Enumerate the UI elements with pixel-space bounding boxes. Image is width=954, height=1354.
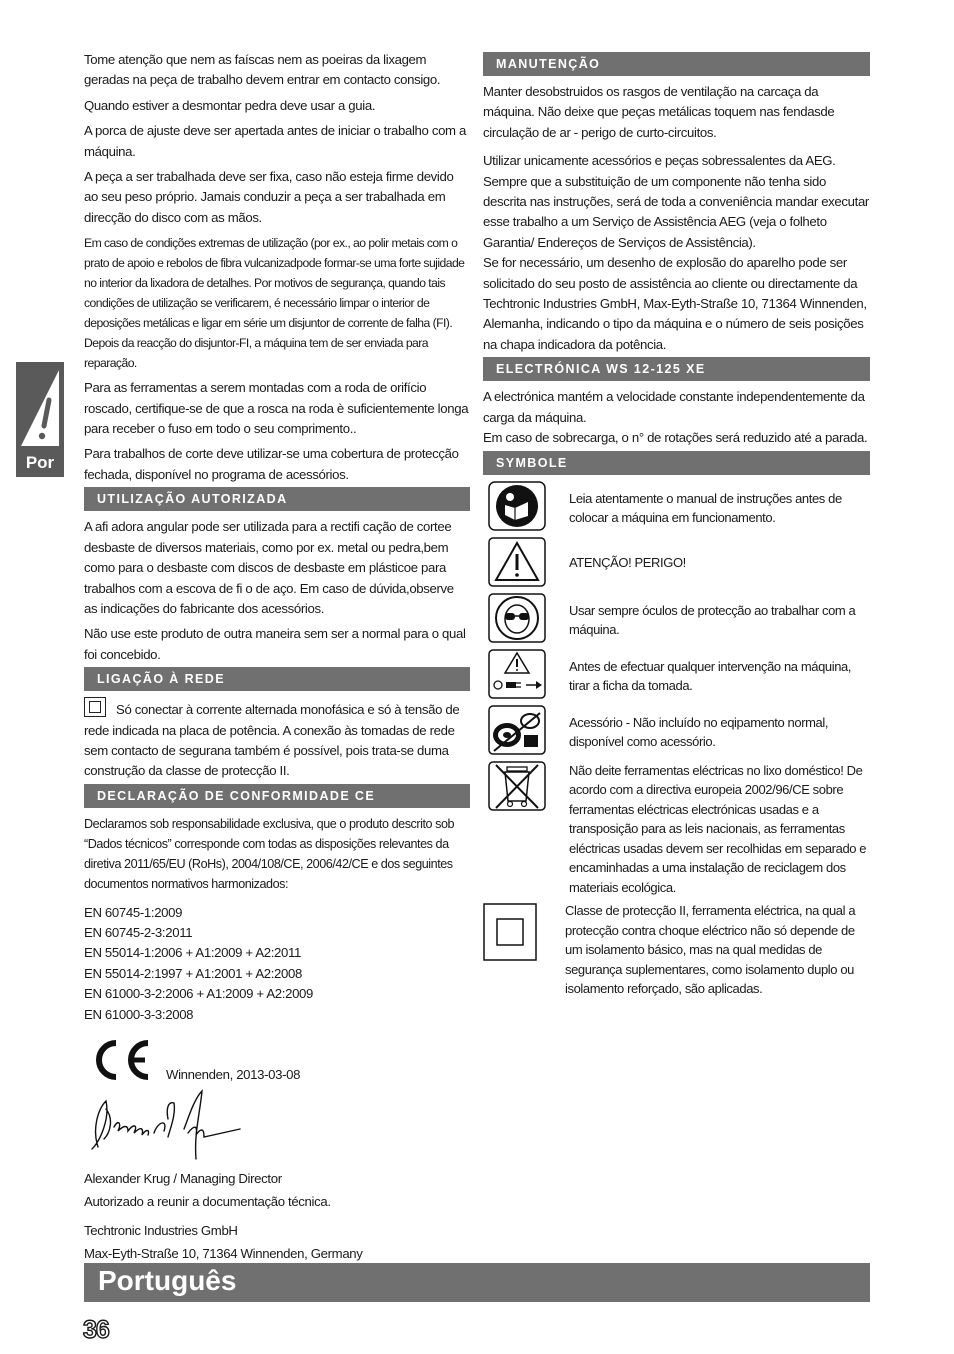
symbol-text: Usar sempre óculos de protecção ao trabalhar com a máquina.: [569, 602, 856, 637]
language-tab: [16, 362, 64, 477]
crossed-bin-icon: [488, 761, 546, 811]
safety-paragraph: Quando estiver a desmontar pedra deve usar a guia.: [84, 97, 376, 113]
warning-triangle-icon: [488, 537, 546, 587]
safety-paragraph: Para trabalhos de corte deve utilizar-se uma cobertura de protecção fechada, disponível no programa de acessórios.: [84, 446, 459, 482]
protection-class-ii-icon: [483, 903, 537, 961]
section-heading-electronics: ELECTRÓNICA WS 12-125 XE: [483, 357, 870, 381]
electronics-paragraph: A electrónica mantém a velocidade constante independentemente da carga da máquina.: [483, 389, 865, 425]
standards-list: [84, 903, 470, 1025]
safety-paragraph: Para as ferramentas a serem montadas com a roda de orifício roscado, certifique-se de que a rosca na roda è suficientemente longa para receber o fuso em todo o seu comprimento..: [84, 380, 469, 437]
authorized-use-paragraph: A afi adora angular pode ser utilizada para a rectifi cação de cortee desbaste de diversos materiais, como por ex. metal ou pedra,bem como para o desbaste com discos de desbaste em plásticoe para trabalhos com a escova de fi o de aço. Em caso de dúvida,observe as indicações do fabricante dos acessórios.: [84, 519, 454, 616]
read-manual-icon: [488, 481, 546, 531]
safety-paragraph: Em caso de condições extremas de utilização (por ex., ao polir metais com o prato de apoio e rebolos de fibra vulcanizadpode formar-se uma forte sujidade no interior da lixadora de detalhes. Por motivos de segurança, quando tais condições de utilização se verificarem, é necessário limpar o interior de deposições metálicas e ligar em série um disjuntor de corrente de falha (FI). Depois da reacção do disjuntor-FI, a máquina tem de ser enviada para reparação.: [84, 236, 465, 371]
protection-class-ii-icon: [84, 697, 106, 717]
ce-mark-icon: [88, 1037, 152, 1083]
standard-item: EN 61000-3-3:2008: [84, 1006, 194, 1022]
symbols-list: [483, 481, 870, 999]
symbol-row: [483, 761, 870, 898]
symbol-row: [483, 537, 870, 587]
safety-goggles-icon: [488, 593, 546, 643]
section-heading-authorized-use: UTILIZAÇÃO AUTORIZADA: [84, 487, 470, 511]
right-column: [483, 50, 870, 1005]
ce-mark-row: [84, 1033, 470, 1083]
maintenance-paragraph: Se for necessário, um desenho de explosão do aparelho pode ser solicitado do seu posto de assistência ao cliente ou directamente da Techtronic Industries GmbH, Max-Eyth-Straße 10, 71364 Winnenden, Alemanha, indicando o tipo da máquina e o número de seis posições na chapa indicadora da potência.: [483, 255, 867, 352]
company-name: Techtronic Industries GmbH: [84, 1222, 238, 1238]
footer-language-title: Português: [98, 1265, 237, 1296]
symbol-row: [483, 481, 870, 531]
symbol-text: Classe de protecção II, ferramenta eléctrica, na qual a protecção contra choque eléctrico não só depende de um isolamento básico, mas na qual medidas de segurança suplementares, como isolamento duplo ou isolamento reforçado, são aplicadas.: [565, 903, 856, 996]
safety-paragraph: A porca de ajuste deve ser apertada antes de iniciar o trabalho com a máquina.: [84, 123, 466, 159]
symbol-text: Acessório - Não incluído no eqipamento normal, disponível como acessório.: [569, 714, 829, 749]
maintenance-paragraph: Utilizar unicamente acessórios e peças sobressalentes da AEG. Sempre que a substituição de um componente não tenha sido descrita nas instruções, será de toda a conveniência mandar executar esse trabalho a um Serviço de Assistência AEG (veja o folheto Garantia/ Endereços de Serviços de Assistência).: [483, 153, 869, 250]
symbol-text: Não deite ferramentas eléctricas no lixo doméstico! De acordo com a directiva europeia 2002/96/CE sobre ferramentas eléctricas electrónicas usadas e a transposição para as leis nacionais, as ferramentas eléctricas usadas devem ser recolhidas em separado e encaminhadas a uma instalação de reciclagem dos materiais ecológica.: [569, 762, 867, 895]
accessory-disc-icon: [488, 705, 546, 755]
standard-item: EN 55014-1:2006 + A1:2009 + A2:2011: [84, 945, 302, 961]
section-heading-mains: LIGAÇÃO À REDE: [84, 667, 470, 691]
maintenance-paragraph: Manter desobstruidos os rasgos de ventilação na carcaça da máquina. Não deixe que peças metálicas toquem nas fendasde circulação de ar - perigo de curto-circuitos.: [483, 84, 835, 140]
company-address: Max-Eyth-Straße 10, 71364 Winnenden, Germany: [84, 1246, 363, 1262]
unplug-warning-icon: [488, 649, 546, 699]
signature-image: [84, 1089, 254, 1165]
mains-text: Só conectar à corrente alternada monofásica e só à tensão de rede indicada na placa de potência. A conexão às tomadas de rede sem contacto de segurana também é possível, pois trata-se duma construção da classe de protecção II.: [84, 702, 460, 779]
symbol-row: [483, 649, 870, 699]
safety-paragraph: Tome atenção que nem as faíscas nem as poeiras da lixagem geradas na peça de trabalho devem entrar em contacto consigo.: [84, 52, 441, 88]
standard-item: EN 60745-2-3:2011: [84, 924, 193, 940]
authorized-note: Autorizado a reunir a documentação técnica.: [84, 1194, 331, 1210]
electronics-paragraph: Em caso de sobrecarga, o n° de rotações será reduzido até a parada.: [483, 430, 868, 446]
left-column: [84, 50, 470, 1265]
symbol-text: Leia atentamente o manual de instruções antes de colocar a máquina em funcionamento.: [569, 490, 842, 525]
section-heading-ce-declaration: DECLARAÇÃO DE CONFORMIDADE CE: [84, 784, 470, 808]
safety-paragraph: A peça a ser trabalhada deve ser fixa, caso não esteja firme devido ao seu peso próprio. Jamais conduzir a peça a ser trabalhada em direcção do disco com as mãos.: [84, 169, 454, 225]
ce-declaration-paragraph: Declaramos sob responsabilidade exclusiva, que o produto descrito sob “Dados técnicos” corresponde com todas as disposições relevantes da diretiva 2011/65/EU (RoHs), 2004/108/CE, 2006/42/CE e dos seguintes documentos normativos harmonizados:: [84, 816, 455, 892]
mains-paragraph: [84, 697, 470, 782]
symbol-row: [483, 593, 870, 643]
symbol-text: Antes de efectuar qualquer intervenção na máquina, tirar a ficha da tomada.: [569, 658, 852, 693]
standard-item: EN 55014-2:1997 + A1:2001 + A2:2008: [84, 965, 302, 981]
page-number: 36: [83, 1316, 109, 1344]
warning-exclamation-icon: [16, 362, 64, 452]
signature: [84, 1089, 470, 1165]
authorized-use-paragraph: Não use este produto de outra maneira sem ser a normal para o qual foi concebido.: [84, 626, 466, 662]
standard-item: EN 60745-1:2009: [84, 904, 183, 920]
signer-name: Alexander Krug / Managing Director: [84, 1171, 282, 1186]
symbol-text: ATENÇÃO! PERIGO!: [569, 554, 686, 570]
symbol-row: [483, 903, 870, 999]
symbol-row: [483, 705, 870, 755]
place-date: Winnenden, 2013-03-08: [166, 1066, 301, 1082]
standard-item: EN 61000-3-2:2006 + A1:2009 + A2:2009: [84, 986, 314, 1002]
section-heading-symbols: SYMBOLE: [483, 451, 870, 475]
language-tab-label: Por: [25, 453, 55, 472]
section-heading-maintenance: MANUTENÇÃO: [483, 52, 870, 76]
footer-language-bar: [84, 1263, 870, 1302]
